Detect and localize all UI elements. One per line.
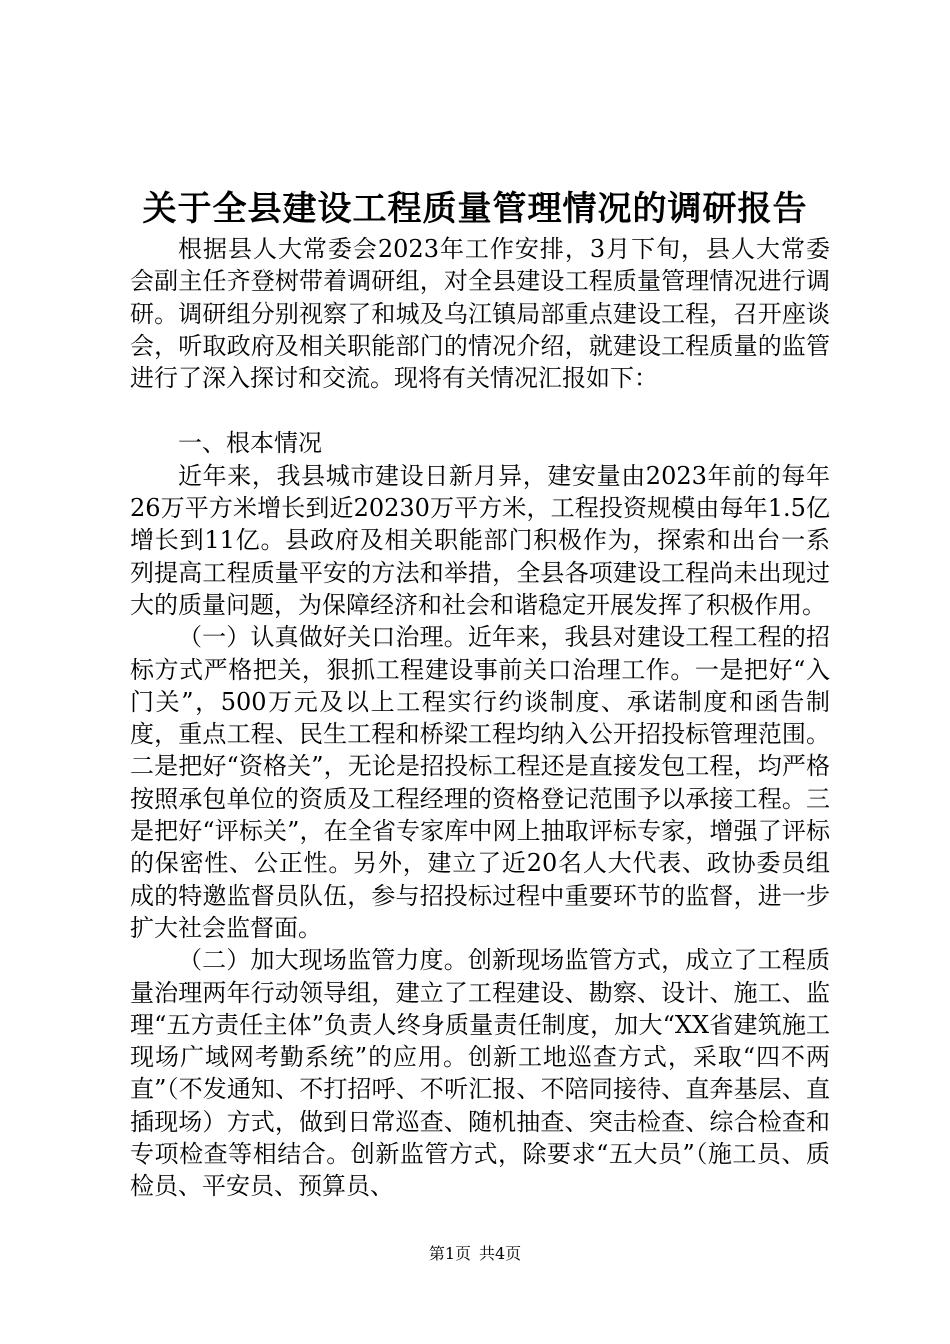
section-heading-basic-situation: 一、根本情况 xyxy=(178,429,322,458)
document-title: 关于全县建设工程质量管理情况的调研报告 xyxy=(142,189,808,229)
paragraph-overview: 近年来，我县城市建设日新月异，建安量由2023年前的每年26万平方米增长到近20230万平方米，工程投资规模由每年1.5亿增长到11亿。县政府及相关职能部门积极作为，探索和出台一系列提高工程质量平安的方法和举措，全县各项建设工程尚未出现过大的质量问题，为保障经济和社会和谐稳定开展发挥了积极作用。 xyxy=(130,461,830,619)
page-total: 共4页 xyxy=(479,1244,522,1263)
paragraph-site-supervision: （二）加大现场监管力度。创新现场监管方式，成立了工程质量治理两年行动领导组，建立了工程建设、勘察、设计、施工、监理“五方责任主体”负责人终身质量责任制度，加大“XX省建筑施工现场广域网考勤系统”的应用。创新工地巡查方式，采取“四不两直”（不发通知、不打招呼、不听汇报、不陪同接待、直奔基层、直插现场）方式，做到日常巡查、随机抽查、突击检查、综合检查和专项检查等相结合。创新监管方式，除要求“五大员”（施工员、质检员、平安员、预算员、 xyxy=(130,946,830,1201)
page-number: 第1页 xyxy=(428,1244,471,1263)
paragraph-checkpoint-management: （一）认真做好关口治理。近年来，我县对建设工程工程的招标方式严格把关，狠抓工程建设事前关口治理工作。一是把好“入门关”，500万元及以上工程实行约谈制度、承诺制度和函告制度，重点工程、民生工程和桥梁工程均纳入公开招投标管理范围。二是把好“资格关”，无论是招投标工程还是直接发包工程，均严格按照承包单位的资质及工程经理的资格登记范围予以承接工程。三是把好“评标关”，在全省专家库中网上抽取评标专家，增强了评标的保密性、公正性。另外，建立了近20名人大代表、政协委员组成的特邀监督员队伍，参与招投标过程中重要环节的监督，进一步扩大社会监督面。 xyxy=(130,623,830,942)
paragraph-intro: 根据县人大常委会2023年工作安排，3月下旬，县人大常委会副主任齐登树带着调研组，对全县建设工程质量管理情况进行调研。调研组分别视察了和城及乌江镇局部重点建设工程，召开座谈会，听取政府及相关职能部门的情况介绍，就建设工程质量的监管进行了深入探讨和交流。现将有关情况汇报如下： xyxy=(130,235,830,393)
document-body xyxy=(130,233,830,1203)
page-footer xyxy=(0,1243,950,1265)
